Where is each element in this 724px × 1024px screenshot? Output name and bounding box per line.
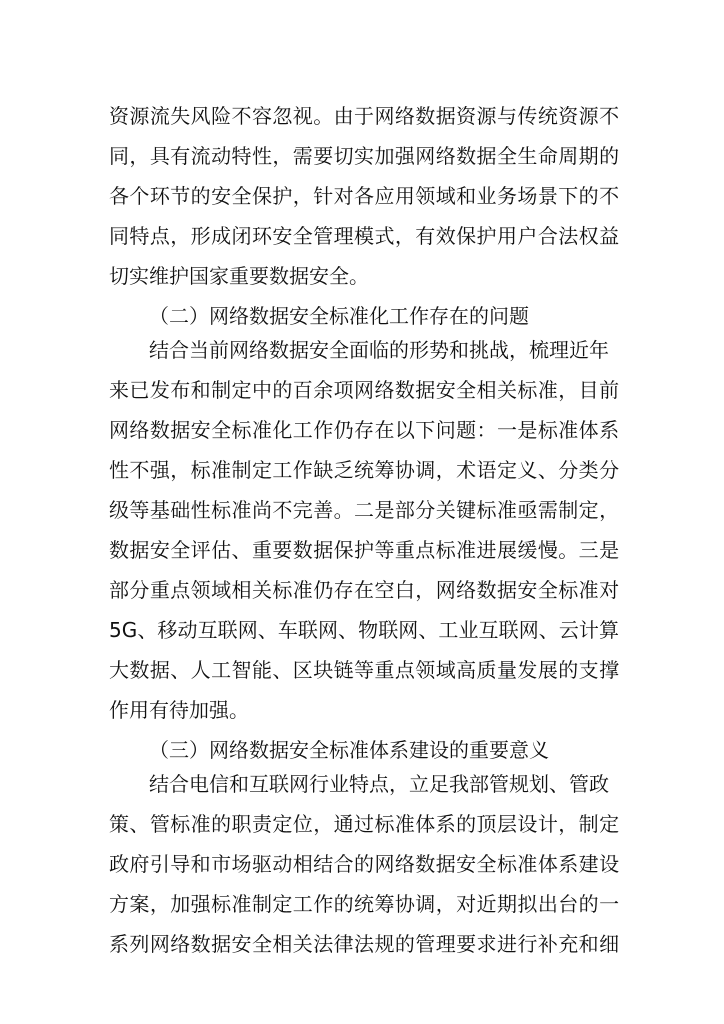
body-line: 策、管标准的职责定位，通过标准体系的顶层设计，制定: [109, 812, 620, 836]
body-line: 结合当前网络数据安全面临的形势和挑战，梳理近年: [149, 338, 609, 362]
body-line: 切实维护国家重要数据安全。: [109, 264, 369, 288]
body-line: 系列网络数据安全相关法律法规的管理要求进行补充和细: [109, 932, 620, 956]
section-heading-3: （三）网络数据安全标准体系建设的重要意义: [149, 738, 549, 762]
body-line: 同特点，形成闭环安全管理模式，有效保护用户合法权益: [109, 224, 620, 248]
body-line: 数据安全评估、重要数据保护等重点标准进展缓慢。三是: [109, 538, 620, 562]
body-line: 方案，加强标准制定工作的统筹协调，对近期拟出台的一: [109, 892, 620, 916]
body-line: 作用有待加强。: [109, 698, 249, 722]
body-line: 网络数据安全标准化工作仍存在以下问题：一是标准体系: [109, 418, 620, 442]
body-line: 部分重点领域相关标准仍存在空白，网络数据安全标准对: [109, 578, 620, 602]
body-line: 政府引导和市场驱动相结合的网络数据安全标准体系建设: [109, 852, 620, 876]
body-line: 5G、移动互联网、车联网、物联网、工业互联网、云计算: [109, 618, 620, 642]
body-line: 性不强，标准制定工作缺乏统筹协调，术语定义、分类分: [109, 458, 620, 482]
body-line: 各个环节的安全保护，针对各应用领域和业务场景下的不: [109, 184, 620, 208]
body-line: 同，具有流动特性，需要切实加强网络数据全生命周期的: [109, 144, 620, 168]
body-line: 大数据、人工智能、区块链等重点领域高质量发展的支撑: [109, 658, 620, 682]
body-line: 资源流失风险不容忽视。由于网络数据资源与传统资源不: [109, 104, 620, 128]
body-line: 级等基础性标准尚不完善。二是部分关键标准亟需制定，: [109, 498, 620, 522]
section-heading-2: （二）网络数据安全标准化工作存在的问题: [149, 304, 529, 328]
body-line: 来已发布和制定中的百余项网络数据安全相关标准，目前: [109, 378, 620, 402]
body-line: 结合电信和互联网行业特点，立足我部管规划、管政: [149, 772, 609, 796]
